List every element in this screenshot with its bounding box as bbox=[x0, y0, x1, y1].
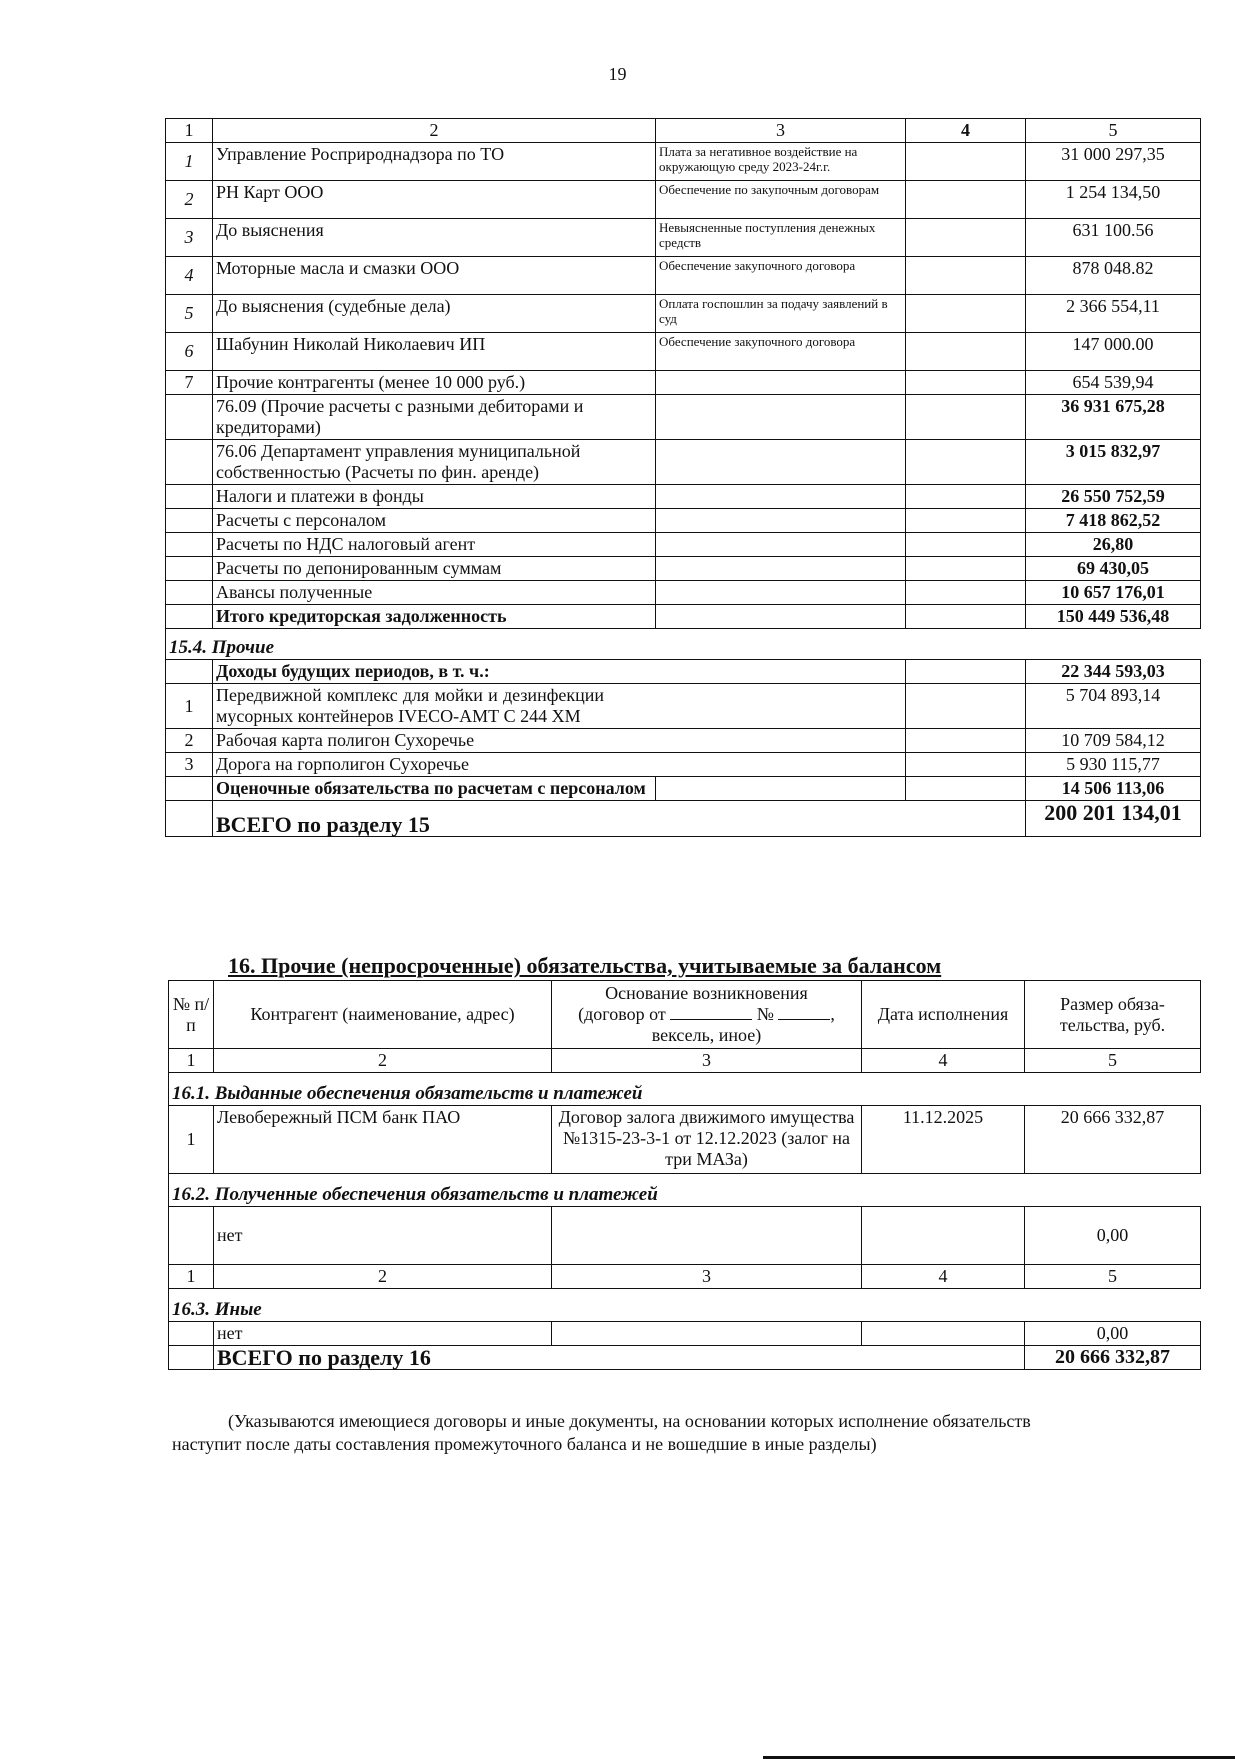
counterparty-name: До выяснения (судебные дела) bbox=[213, 295, 656, 333]
deferred-income-label: Доходы будущих периодов, в т. ч.: bbox=[213, 660, 906, 684]
section-15-4-title: 15.4. Прочие bbox=[166, 629, 1201, 660]
row-number bbox=[169, 1207, 214, 1265]
amount: 2 366 554,11 bbox=[1026, 295, 1201, 333]
footnote-line-2: наступит после даты составления промежуточного баланса и не вошедшие в иные разделы) bbox=[172, 1434, 877, 1454]
date-cell bbox=[906, 143, 1026, 181]
col-number: 2 bbox=[213, 119, 656, 143]
section-heading-row bbox=[169, 1073, 1201, 1106]
amount: 654 539,94 bbox=[1026, 371, 1201, 395]
subtotal-row bbox=[166, 581, 1201, 605]
total-payables-amount: 150 449 536,48 bbox=[1026, 605, 1201, 629]
subtotal-name: Авансы полученные bbox=[213, 581, 656, 605]
basis-text: Договор залога движимого имущества №1315-23-3-1 от 12.12.2023 (залог на три МАЗа) bbox=[552, 1106, 862, 1174]
subtotal-amount: 3 015 832,97 bbox=[1026, 440, 1201, 485]
grand-total-row bbox=[169, 1346, 1201, 1370]
basis-text: Обеспечение закупочного договора bbox=[656, 257, 906, 295]
row-number: 1 bbox=[166, 143, 213, 181]
basis-text bbox=[656, 371, 906, 395]
date-cell bbox=[906, 371, 1026, 395]
col-number: 1 bbox=[166, 119, 213, 143]
header-row bbox=[169, 981, 1201, 1049]
basis-text: Обеспечение закупочного договора bbox=[656, 333, 906, 371]
table-row bbox=[166, 753, 1201, 777]
grand-total-15-amount: 200 201 134,01 bbox=[1026, 801, 1201, 837]
page-number: 19 bbox=[608, 64, 627, 84]
item-name bbox=[213, 684, 906, 729]
amount: 147 000.00 bbox=[1026, 333, 1201, 371]
counterparty-name: До выяснения bbox=[213, 219, 656, 257]
section-heading-row bbox=[169, 1174, 1201, 1207]
row-number: 1 bbox=[166, 684, 213, 729]
subtotal-name: 76.09 (Прочие расчеты с разными дебиторами и кредиторами) bbox=[213, 395, 656, 440]
date-cell bbox=[906, 219, 1026, 257]
col-number: 1 bbox=[169, 1265, 214, 1289]
amount: 20 666 332,87 bbox=[1025, 1106, 1201, 1174]
section-16-3-title: 16.3. Иные bbox=[169, 1289, 1201, 1322]
table-row bbox=[166, 295, 1201, 333]
date-cell bbox=[906, 333, 1026, 371]
header-basis-line2: (договор от № , bbox=[578, 1004, 835, 1024]
col-number: 2 bbox=[214, 1049, 552, 1073]
subtotal-row bbox=[166, 485, 1201, 509]
table-row bbox=[169, 1207, 1201, 1265]
subtotal-row bbox=[166, 509, 1201, 533]
basis-text bbox=[552, 1207, 862, 1265]
row-number: 5 bbox=[166, 295, 213, 333]
due-date: 11.12.2025 bbox=[862, 1106, 1025, 1174]
basis-text: Плата за негативное воздействие на окружающую среду 2023-24г.г. bbox=[656, 143, 906, 181]
deferred-income-amount: 22 344 593,03 bbox=[1026, 660, 1201, 684]
grand-total-15-label: ВСЕГО по разделу 15 bbox=[213, 801, 1026, 837]
counterparty-name: Левобережный ПСМ банк ПАО bbox=[214, 1106, 552, 1174]
section-heading-row bbox=[166, 629, 1201, 660]
subtotal-row bbox=[166, 395, 1201, 440]
column-number-row bbox=[169, 1265, 1201, 1289]
due-date bbox=[862, 1207, 1025, 1265]
table-row bbox=[166, 181, 1201, 219]
amount: 631 100.56 bbox=[1026, 219, 1201, 257]
date-cell bbox=[906, 257, 1026, 295]
subtotal-row bbox=[166, 533, 1201, 557]
total-payables-label: Итого кредиторская задолженность bbox=[213, 605, 656, 629]
deferred-income-row bbox=[166, 660, 1201, 684]
counterparty-name: Прочие контрагенты (менее 10 000 руб.) bbox=[213, 371, 656, 395]
header-counterparty: Контрагент (наименование, адрес) bbox=[214, 981, 552, 1049]
table-row bbox=[166, 729, 1201, 753]
col-number: 5 bbox=[1025, 1049, 1201, 1073]
table-row bbox=[169, 1106, 1201, 1174]
subtotal-name: Налоги и платежи в фонды bbox=[213, 485, 656, 509]
header-date: Дата исполнения bbox=[862, 981, 1025, 1049]
counterparty-name: Шабунин Николай Николаевич ИП bbox=[213, 333, 656, 371]
subtotal-amount: 10 657 176,01 bbox=[1026, 581, 1201, 605]
amount: 1 254 134,50 bbox=[1026, 181, 1201, 219]
item-name-text: Передвижной комплекс для мойки и дезинфекции мусорных контейнеров IVECO-АМТ С 244 ХМ bbox=[216, 685, 604, 726]
table-row bbox=[166, 371, 1201, 395]
grand-total-16-label: ВСЕГО по разделу 16 bbox=[214, 1346, 1025, 1370]
item-amount: 10 709 584,12 bbox=[1026, 729, 1201, 753]
table-row bbox=[166, 143, 1201, 181]
col-number: 5 bbox=[1025, 1265, 1201, 1289]
grand-total-row bbox=[166, 801, 1201, 837]
estimated-liabilities-row bbox=[166, 777, 1201, 801]
row-number bbox=[169, 1322, 214, 1346]
col-number: 4 bbox=[906, 119, 1026, 143]
header-number: № п/п bbox=[169, 981, 214, 1049]
amount: 31 000 297,35 bbox=[1026, 143, 1201, 181]
table-row bbox=[166, 257, 1201, 295]
row-number: 6 bbox=[166, 333, 213, 371]
basis-text: Оплата госпошлин за подачу заявлений в суд bbox=[656, 295, 906, 333]
column-number-row bbox=[166, 119, 1201, 143]
footnote-line-1: (Указываются имеющиеся договоры и иные документы, на основании которых исполнение обязательств bbox=[228, 1411, 1031, 1431]
counterparty-name: нет bbox=[214, 1322, 552, 1346]
subtotal-name: Расчеты по депонированным суммам bbox=[213, 557, 656, 581]
basis-text: Обеспечение по закупочным договорам bbox=[656, 181, 906, 219]
amount: 878 048.82 bbox=[1026, 257, 1201, 295]
row-number: 3 bbox=[166, 753, 213, 777]
item-amount: 5 930 115,77 bbox=[1026, 753, 1201, 777]
subtotal-amount: 26,80 bbox=[1026, 533, 1201, 557]
blank-date-line bbox=[670, 1019, 752, 1020]
subtotal-amount: 26 550 752,59 bbox=[1026, 485, 1201, 509]
subtotal-name: 76.06 Департамент управления муниципальной собственностью (Расчеты по фин. аренде) bbox=[213, 440, 656, 485]
basis-text bbox=[552, 1322, 862, 1346]
section-16-2-title: 16.2. Полученные обеспечения обязательств и платежей bbox=[169, 1174, 1201, 1207]
subtotal-name: Расчеты с персоналом bbox=[213, 509, 656, 533]
row-number: 7 bbox=[166, 371, 213, 395]
col-number: 3 bbox=[552, 1049, 862, 1073]
subtotal-name: Расчеты по НДС налоговый агент bbox=[213, 533, 656, 557]
table-row bbox=[166, 684, 1201, 729]
table-row bbox=[166, 333, 1201, 371]
amount: 0,00 bbox=[1025, 1207, 1201, 1265]
estimated-liabilities-amount: 14 506 113,06 bbox=[1026, 777, 1201, 801]
header-amount: Размер обяза-тельства, руб. bbox=[1025, 981, 1201, 1049]
row-number: 3 bbox=[166, 219, 213, 257]
subtotal-row bbox=[166, 440, 1201, 485]
table-row bbox=[166, 219, 1201, 257]
row-number: 1 bbox=[169, 1106, 214, 1174]
date-cell bbox=[906, 181, 1026, 219]
counterparty-name: Моторные масла и смазки ООО bbox=[213, 257, 656, 295]
counterparty-name: нет bbox=[214, 1207, 552, 1265]
item-name: Рабочая карта полигон Сухоречье bbox=[213, 729, 906, 753]
grand-total-16-amount: 20 666 332,87 bbox=[1025, 1346, 1201, 1370]
header-basis bbox=[552, 981, 862, 1049]
row-number: 2 bbox=[166, 181, 213, 219]
header-basis-number-sign: № bbox=[756, 1004, 774, 1024]
basis-text: Невыясненные поступления денежных средств bbox=[656, 219, 906, 257]
due-date bbox=[862, 1322, 1025, 1346]
section-16-1-title: 16.1. Выданные обеспечения обязательств и платежей bbox=[169, 1073, 1201, 1106]
column-number-row bbox=[169, 1049, 1201, 1073]
col-number: 2 bbox=[214, 1265, 552, 1289]
col-number: 3 bbox=[656, 119, 906, 143]
footnote bbox=[172, 1410, 1202, 1456]
header-basis-line1: Основание возникновения bbox=[605, 983, 808, 1003]
subtotal-amount: 36 931 675,28 bbox=[1026, 395, 1201, 440]
blank-number-line bbox=[778, 1019, 830, 1020]
subtotal-amount: 7 418 862,52 bbox=[1026, 509, 1201, 533]
estimated-liabilities-label: Оценочные обязательства по расчетам с персоналом bbox=[213, 777, 656, 801]
row-number: 2 bbox=[166, 729, 213, 753]
counterparty-name: Управление Росприроднадзора по ТО bbox=[213, 143, 656, 181]
subtotal-amount: 69 430,05 bbox=[1026, 557, 1201, 581]
item-amount: 5 704 893,14 bbox=[1026, 684, 1201, 729]
table-row bbox=[169, 1322, 1201, 1346]
section-heading-row bbox=[169, 1289, 1201, 1322]
subtotal-row bbox=[166, 557, 1201, 581]
col-number: 3 bbox=[552, 1265, 862, 1289]
col-number: 5 bbox=[1026, 119, 1201, 143]
amount: 0,00 bbox=[1025, 1322, 1201, 1346]
total-payables-row bbox=[166, 605, 1201, 629]
counterparty-name: РН Карт ООО bbox=[213, 181, 656, 219]
row-number: 4 bbox=[166, 257, 213, 295]
col-number: 4 bbox=[862, 1049, 1025, 1073]
item-name: Дорога на горполигон Сухоречье bbox=[213, 753, 906, 777]
col-number: 4 bbox=[862, 1265, 1025, 1289]
payables-table bbox=[165, 118, 1201, 837]
col-number: 1 bbox=[169, 1049, 214, 1073]
date-cell bbox=[906, 295, 1026, 333]
header-basis-line3: вексель, иное) bbox=[651, 1025, 762, 1045]
section-16-title: 16. Прочие (непросроченные) обязательства, учитываемые за балансом bbox=[228, 953, 942, 978]
off-balance-table bbox=[168, 980, 1201, 1370]
header-basis-contract-from: (договор от bbox=[578, 1004, 666, 1024]
